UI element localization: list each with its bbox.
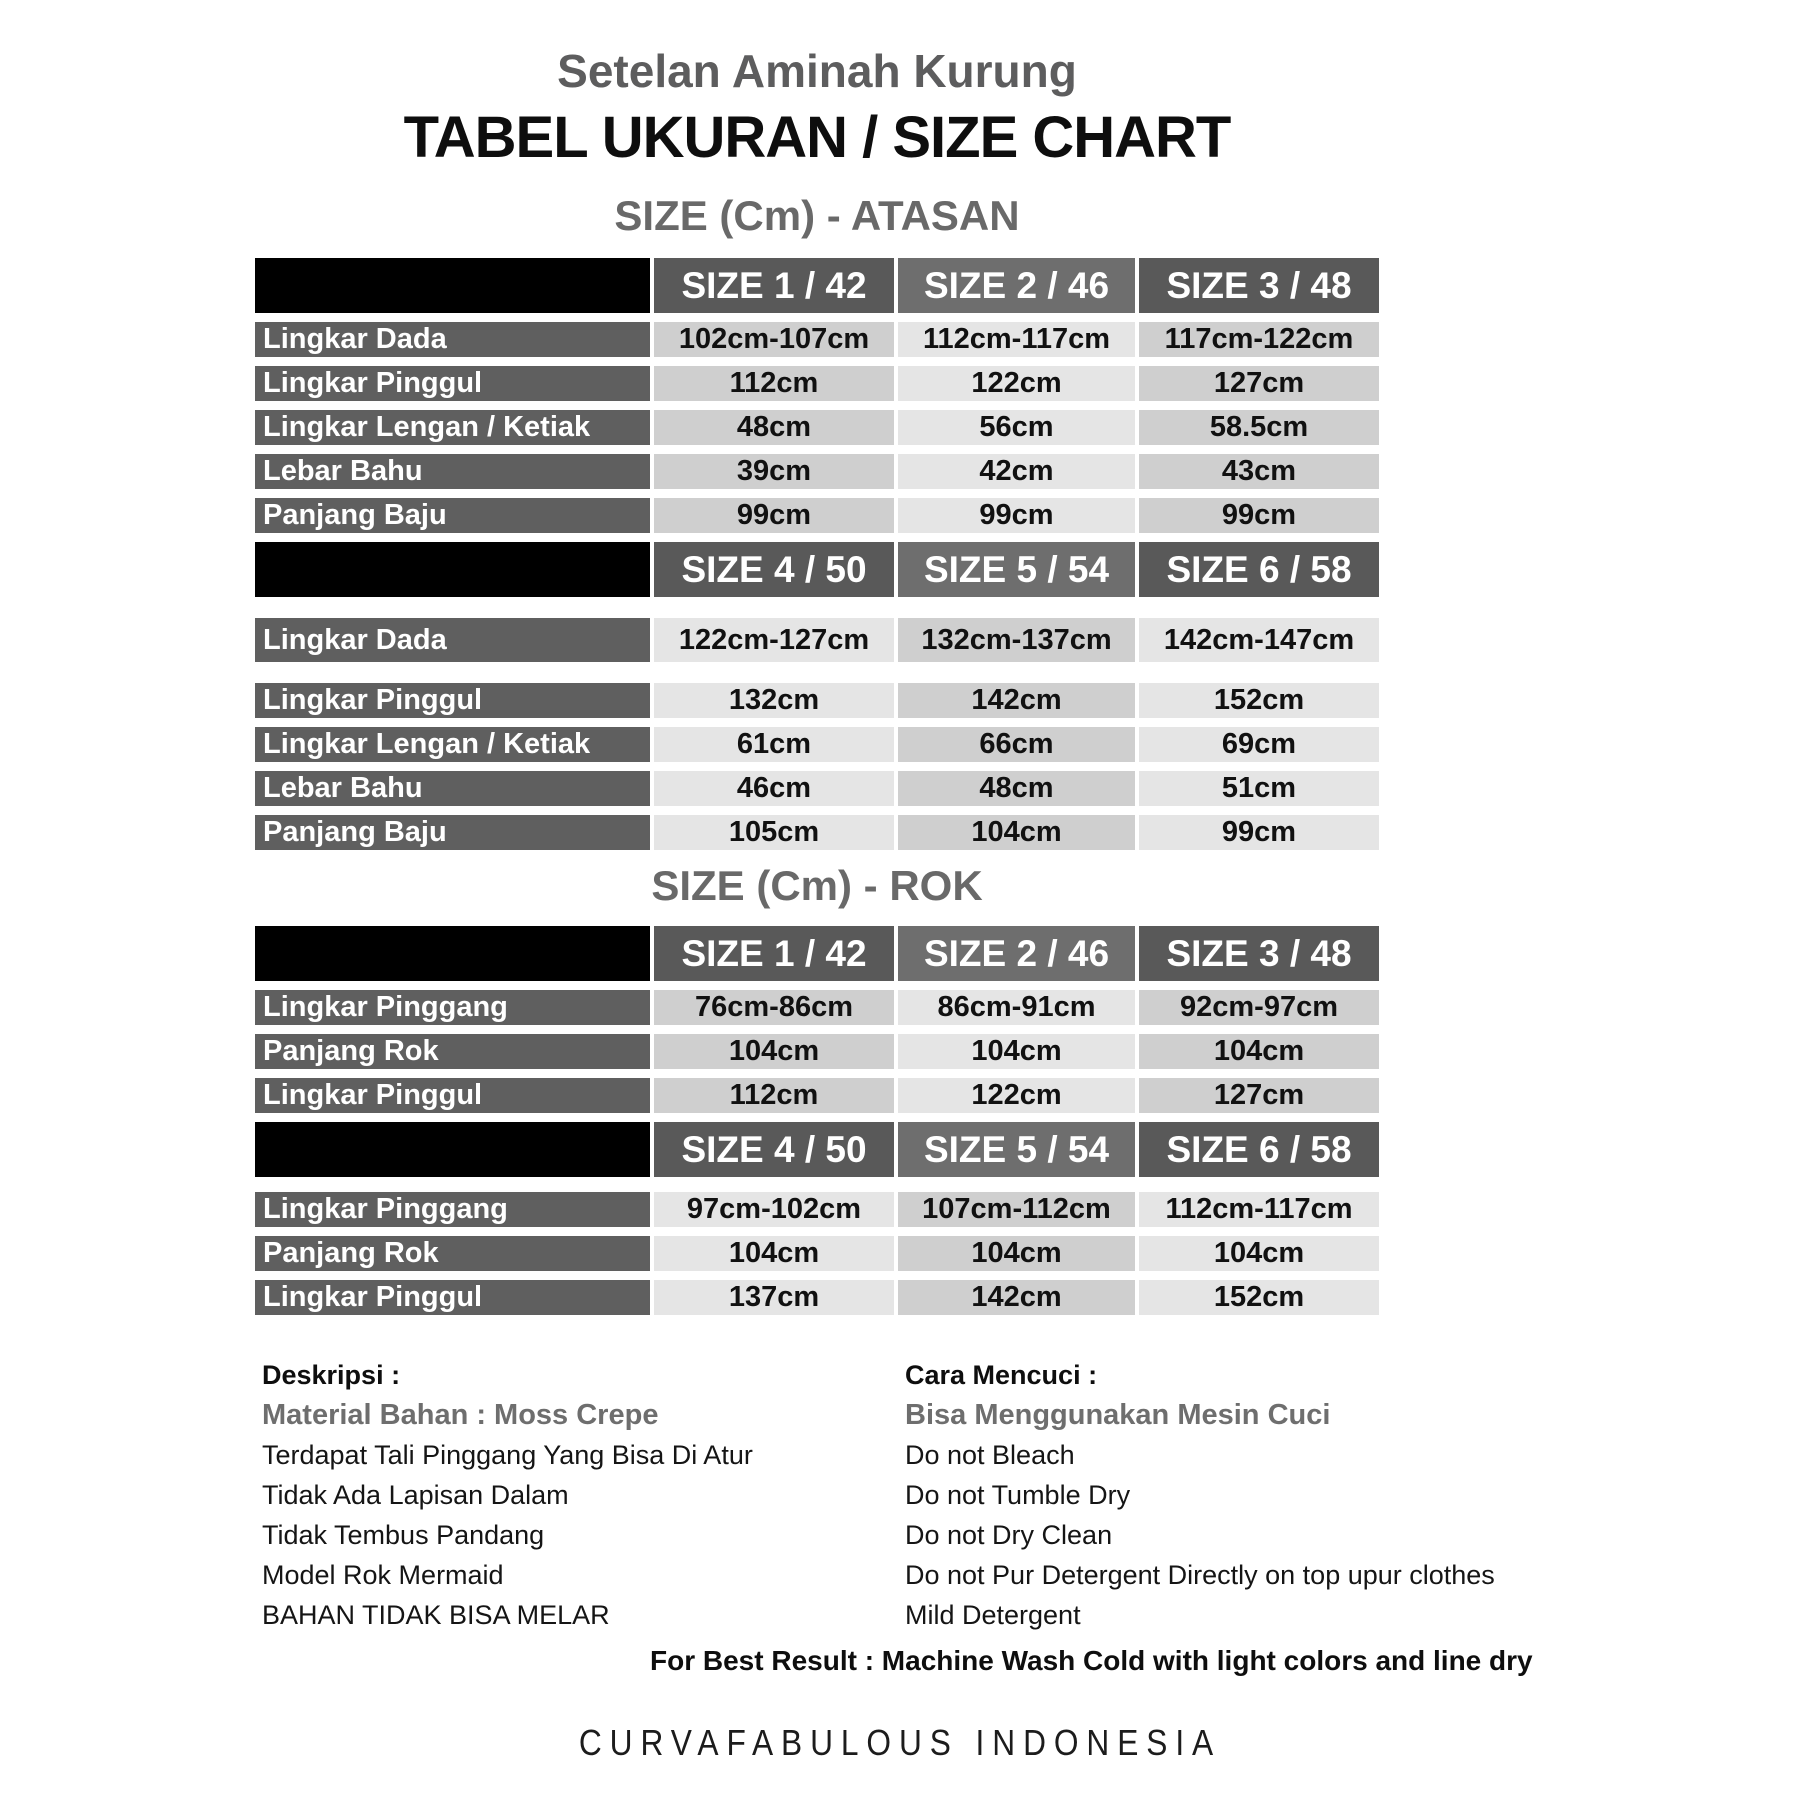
washing-line: Do not Dry Clean <box>905 1520 1113 1550</box>
page-title: TABEL UKURAN / SIZE CHART <box>403 105 1231 170</box>
row-label: Panjang Baju <box>255 815 650 850</box>
product-title: Setelan Aminah Kurung <box>557 45 1077 97</box>
size-header: SIZE 6 / 58 <box>1139 1122 1379 1177</box>
table-atasan <box>255 258 1379 859</box>
size-value: 58.5cm <box>1139 410 1379 445</box>
size-value: 99cm <box>1139 498 1379 533</box>
size-value: 142cm <box>898 1280 1135 1315</box>
table-header-row <box>255 1122 1379 1177</box>
size-value: 112cm <box>654 366 894 401</box>
table-row <box>255 618 1379 662</box>
row-label: Panjang Rok <box>255 1236 650 1271</box>
description-line: Model Rok Mermaid <box>262 1560 504 1590</box>
size-value: 104cm <box>898 815 1135 850</box>
table-row <box>255 366 1379 401</box>
size-header: SIZE 2 / 46 <box>898 926 1135 981</box>
washing-line: Do not Tumble Dry <box>905 1480 1131 1510</box>
table-row <box>255 322 1379 357</box>
size-header: SIZE 5 / 54 <box>898 542 1135 597</box>
size-value: 107cm-112cm <box>898 1192 1135 1227</box>
size-value: 42cm <box>898 454 1135 489</box>
table-header-row <box>255 258 1379 313</box>
corner-cell <box>255 926 650 981</box>
section-title-atasan: SIZE (Cm) - ATASAN <box>614 192 1020 239</box>
table-row <box>255 498 1379 533</box>
size-header: SIZE 2 / 46 <box>898 258 1135 313</box>
description-block <box>262 1355 753 1635</box>
row-label: Lebar Bahu <box>255 771 650 806</box>
row-label: Lingkar Pinggul <box>255 1280 650 1315</box>
description-line: Tidak Tembus Pandang <box>262 1520 545 1550</box>
table-row <box>255 815 1379 850</box>
description-line: Terdapat Tali Pinggang Yang Bisa Di Atur <box>262 1440 753 1470</box>
size-value: 117cm-122cm <box>1139 322 1379 357</box>
row-label: Lingkar Lengan / Ketiak <box>255 727 650 762</box>
size-value: 152cm <box>1139 1280 1379 1315</box>
size-value: 104cm <box>654 1034 894 1069</box>
size-value: 127cm <box>1139 1078 1379 1113</box>
size-value: 43cm <box>1139 454 1379 489</box>
size-value: 104cm <box>898 1034 1135 1069</box>
washing-machine-line: Bisa Menggunakan Mesin Cuci <box>905 1399 1331 1431</box>
size-value: 105cm <box>654 815 894 850</box>
size-value: 46cm <box>654 771 894 806</box>
washing-heading: Cara Mencuci : <box>905 1360 1098 1390</box>
size-value: 69cm <box>1139 727 1379 762</box>
size-value: 152cm <box>1139 683 1379 718</box>
table-row <box>255 454 1379 489</box>
washing-line: Mild Detergent <box>905 1600 1081 1630</box>
size-value: 66cm <box>898 727 1135 762</box>
size-value: 102cm-107cm <box>654 322 894 357</box>
size-value: 99cm <box>898 498 1135 533</box>
size-value: 132cm-137cm <box>898 618 1135 662</box>
table-row <box>255 771 1379 806</box>
size-value: 51cm <box>1139 771 1379 806</box>
size-value: 127cm <box>1139 366 1379 401</box>
table-row <box>255 1078 1379 1113</box>
table-row <box>255 1236 1379 1271</box>
row-label: Panjang Baju <box>255 498 650 533</box>
size-header: SIZE 3 / 48 <box>1139 926 1379 981</box>
size-value: 132cm <box>654 683 894 718</box>
size-value: 92cm-97cm <box>1139 990 1379 1025</box>
table-row <box>255 683 1379 718</box>
row-label: Lingkar Lengan / Ketiak <box>255 410 650 445</box>
size-value: 86cm-91cm <box>898 990 1135 1025</box>
size-value: 112cm-117cm <box>1139 1192 1379 1227</box>
row-label: Lingkar Pinggul <box>255 366 650 401</box>
washing-line: Do not Pur Detergent Directly on top upur clothes <box>905 1560 1495 1590</box>
size-value: 137cm <box>654 1280 894 1315</box>
corner-cell <box>255 1122 650 1177</box>
size-value: 142cm <box>898 683 1135 718</box>
size-value: 104cm <box>898 1236 1135 1271</box>
size-header: SIZE 6 / 58 <box>1139 542 1379 597</box>
size-value: 122cm <box>898 1078 1135 1113</box>
best-result-note: For Best Result : Machine Wash Cold with light colors and line dry <box>650 1645 1533 1676</box>
size-header: SIZE 4 / 50 <box>654 542 894 597</box>
table-row <box>255 1034 1379 1069</box>
size-value: 76cm-86cm <box>654 990 894 1025</box>
description-material: Material Bahan : Moss Crepe <box>262 1399 659 1431</box>
row-label: Lingkar Dada <box>255 322 650 357</box>
size-value: 61cm <box>654 727 894 762</box>
row-label: Lebar Bahu <box>255 454 650 489</box>
size-value: 56cm <box>898 410 1135 445</box>
size-value: 99cm <box>1139 815 1379 850</box>
size-header: SIZE 4 / 50 <box>654 1122 894 1177</box>
size-value: 122cm-127cm <box>654 618 894 662</box>
description-line: BAHAN TIDAK BISA MELAR <box>262 1600 610 1630</box>
size-value: 112cm <box>654 1078 894 1113</box>
table-header-row <box>255 542 1379 597</box>
table-rok <box>255 926 1379 1324</box>
row-label: Lingkar Pinggul <box>255 683 650 718</box>
row-label: Lingkar Pinggang <box>255 1192 650 1227</box>
washing-line: Do not Bleach <box>905 1440 1075 1470</box>
table-row <box>255 1192 1379 1227</box>
corner-cell <box>255 542 650 597</box>
row-label: Panjang Rok <box>255 1034 650 1069</box>
size-header: SIZE 5 / 54 <box>898 1122 1135 1177</box>
table-row <box>255 727 1379 762</box>
description-heading: Deskripsi : <box>262 1360 401 1390</box>
size-value: 142cm-147cm <box>1139 618 1379 662</box>
size-value: 39cm <box>654 454 894 489</box>
section-title-rok: SIZE (Cm) - ROK <box>651 862 983 909</box>
row-label: Lingkar Dada <box>255 618 650 662</box>
table-row <box>255 410 1379 445</box>
row-label: Lingkar Pinggul <box>255 1078 650 1113</box>
size-header: SIZE 3 / 48 <box>1139 258 1379 313</box>
row-label: Lingkar Pinggang <box>255 990 650 1025</box>
size-value: 122cm <box>898 366 1135 401</box>
table-header-row <box>255 926 1379 981</box>
brand-footer: CURVAFABULOUS INDONESIA <box>578 1722 1222 1763</box>
size-value: 97cm-102cm <box>654 1192 894 1227</box>
description-line: Tidak Ada Lapisan Dalam <box>262 1480 569 1510</box>
size-value: 48cm <box>654 410 894 445</box>
size-value: 104cm <box>1139 1034 1379 1069</box>
size-value: 112cm-117cm <box>898 322 1135 357</box>
size-header: SIZE 1 / 42 <box>654 258 894 313</box>
size-value: 104cm <box>654 1236 894 1271</box>
size-value: 99cm <box>654 498 894 533</box>
washing-block <box>905 1355 1495 1635</box>
table-row <box>255 1280 1379 1315</box>
table-row <box>255 990 1379 1025</box>
corner-cell <box>255 258 650 313</box>
size-value: 104cm <box>1139 1236 1379 1271</box>
size-value: 48cm <box>898 771 1135 806</box>
size-header: SIZE 1 / 42 <box>654 926 894 981</box>
